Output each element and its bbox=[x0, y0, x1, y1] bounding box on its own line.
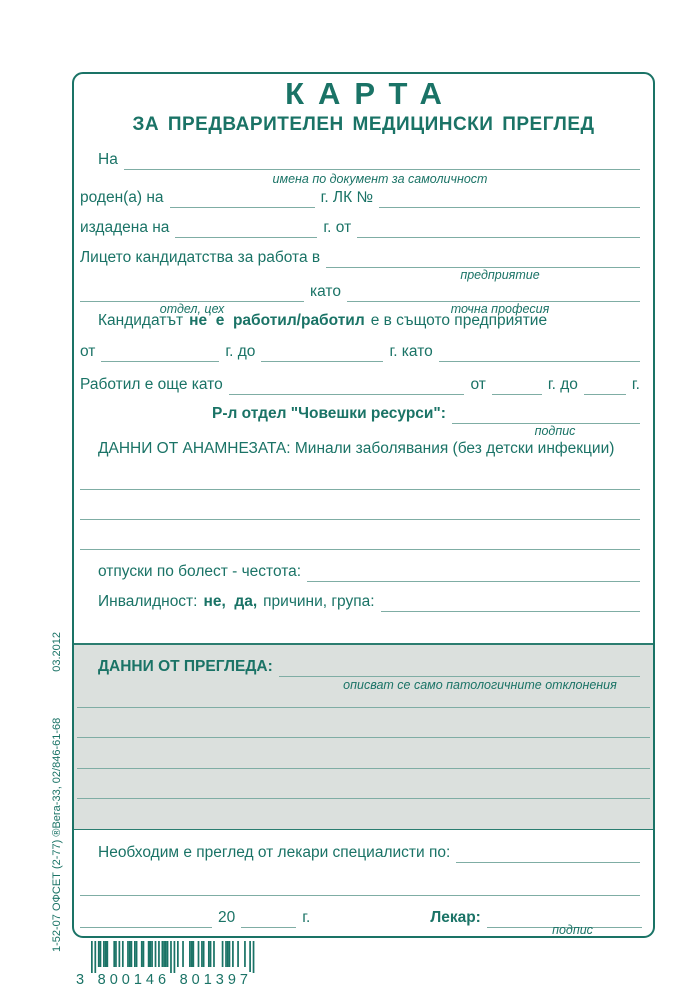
department-caption: отдел, цех bbox=[159, 302, 225, 316]
field-row-applies bbox=[80, 248, 640, 268]
printer-imprint bbox=[50, 632, 64, 952]
field-row-hr-manager bbox=[80, 404, 640, 424]
page-title: КАРТА bbox=[285, 76, 456, 111]
exam-caption: описват се само патологичните отклонения bbox=[343, 678, 617, 692]
department-blank-line bbox=[80, 284, 304, 302]
year-suffix-label: г. bbox=[302, 909, 311, 926]
issued-date-blank-line bbox=[175, 220, 317, 238]
candidate-post-text: е в същото предприятие bbox=[370, 312, 548, 329]
exam-blank-line bbox=[77, 768, 650, 769]
specialists-label: Необходим е преглед от лекари специалисти по: bbox=[98, 844, 451, 861]
barcode-digit-group: 3 bbox=[76, 972, 89, 988]
barcode-digits bbox=[76, 972, 252, 988]
field-row-sick-leave bbox=[98, 562, 640, 582]
born-mid-label: г. ЛК № bbox=[320, 189, 374, 206]
period-to-blank-line bbox=[261, 344, 383, 362]
field-row-issued bbox=[80, 218, 640, 238]
worked-as-blank-line bbox=[229, 377, 465, 395]
barcode bbox=[76, 941, 254, 988]
anamnesis-blank-line bbox=[80, 519, 640, 520]
period-from-blank-line bbox=[101, 344, 219, 362]
profession-caption: точна професия bbox=[450, 302, 550, 316]
year2-label: г. bbox=[631, 376, 640, 393]
printer-imprint-date: 03.2012 bbox=[51, 632, 63, 672]
field-row-born bbox=[80, 188, 640, 208]
exam-blank-line bbox=[279, 659, 640, 677]
period-position-blank-line bbox=[439, 344, 640, 362]
worked-label: Работил е още като bbox=[80, 376, 223, 393]
born-label: роден(а) на bbox=[80, 189, 164, 206]
enterprise-caption: предприятие bbox=[460, 268, 540, 282]
field-row-worked-also bbox=[80, 375, 640, 395]
field-row-department bbox=[80, 282, 640, 302]
field-row-period bbox=[80, 342, 640, 362]
anamnesis-blank-line bbox=[80, 549, 640, 550]
page-subtitle: ЗА ПРЕДВАРИТЕЛЕН МЕДИЦИНСКИ ПРЕГЛЕД bbox=[132, 114, 595, 135]
born-date-blank-line bbox=[170, 190, 315, 208]
name-blank-line bbox=[124, 152, 640, 170]
worked-from-blank-line bbox=[492, 377, 542, 395]
specialists-blank-line-2 bbox=[80, 895, 640, 896]
hr-label: Р-л отдел "Човешки ресурси": bbox=[212, 405, 446, 422]
profession-blank-line bbox=[347, 284, 640, 302]
field-row-invalidity bbox=[98, 592, 640, 612]
field-row-specialists bbox=[98, 843, 640, 863]
exam-label: ДАННИ ОТ ПРЕГЛЕДА: bbox=[98, 658, 273, 675]
anamnesis-blank-line bbox=[80, 489, 640, 490]
barcode-digit-group: 801397 bbox=[179, 972, 252, 988]
exam-blank-line bbox=[77, 707, 650, 708]
exam-blank-line bbox=[77, 798, 650, 799]
anamnesis-heading bbox=[98, 439, 640, 459]
invalidity-post-text: причини, група: bbox=[263, 593, 375, 610]
printer-imprint-text: 1-52-07 ОФСЕТ (2-77) ®Вега-33, 02/846-61-68 bbox=[51, 717, 63, 952]
from-label: от bbox=[80, 343, 96, 360]
hr-signature-caption: подпис bbox=[534, 424, 576, 438]
year-to-label: г. до bbox=[225, 343, 256, 360]
exam-blank-line bbox=[77, 737, 650, 738]
as-label: като bbox=[310, 283, 341, 300]
date-blank-line bbox=[80, 910, 212, 928]
candidate-bold-text: не е работил/работил bbox=[189, 312, 365, 329]
barcode-digit-group: 800146 bbox=[97, 972, 171, 988]
name-caption: имена по документ за самоличност bbox=[272, 172, 488, 186]
statement-candidate bbox=[98, 311, 640, 331]
enterprise-blank-line bbox=[326, 250, 640, 268]
applies-label: Лицето кандидатства за работа в bbox=[80, 249, 321, 266]
year-prefix-label: 20 bbox=[218, 909, 236, 926]
candidate-pre-text: Кандидатът bbox=[98, 312, 184, 329]
issued-mid-label: г. от bbox=[323, 219, 352, 236]
issued-by-blank-line bbox=[357, 220, 640, 238]
name-label: На bbox=[98, 151, 118, 168]
doctor-signature-caption: подпис bbox=[552, 923, 593, 937]
anamnesis-label: ДАННИ ОТ АНАМНЕЗАТА: Минали заболявания (без детски инфекции) bbox=[98, 440, 615, 457]
invalidity-pre-text: Инвалидност: bbox=[98, 593, 198, 610]
sick-leave-label: отпуски по болест - честота: bbox=[98, 563, 302, 580]
hr-signature-blank-line bbox=[452, 406, 640, 424]
field-row-name bbox=[80, 150, 640, 170]
specialists-blank-line bbox=[456, 845, 640, 863]
doctor-label: Лекар: bbox=[430, 909, 481, 926]
invalidity-bold-text: не, да, bbox=[203, 593, 258, 610]
from2-label: от bbox=[470, 376, 486, 393]
year-as-label: г. като bbox=[389, 343, 433, 360]
id-number-blank-line bbox=[379, 190, 640, 208]
invalidity-blank-line bbox=[381, 594, 640, 612]
issued-label: издадена на bbox=[80, 219, 170, 236]
worked-to-blank-line bbox=[584, 377, 626, 395]
sick-leave-blank-line bbox=[307, 564, 640, 582]
year-to2-label: г. до bbox=[547, 376, 578, 393]
field-row-exam bbox=[98, 657, 640, 677]
year-blank-line bbox=[241, 910, 296, 928]
